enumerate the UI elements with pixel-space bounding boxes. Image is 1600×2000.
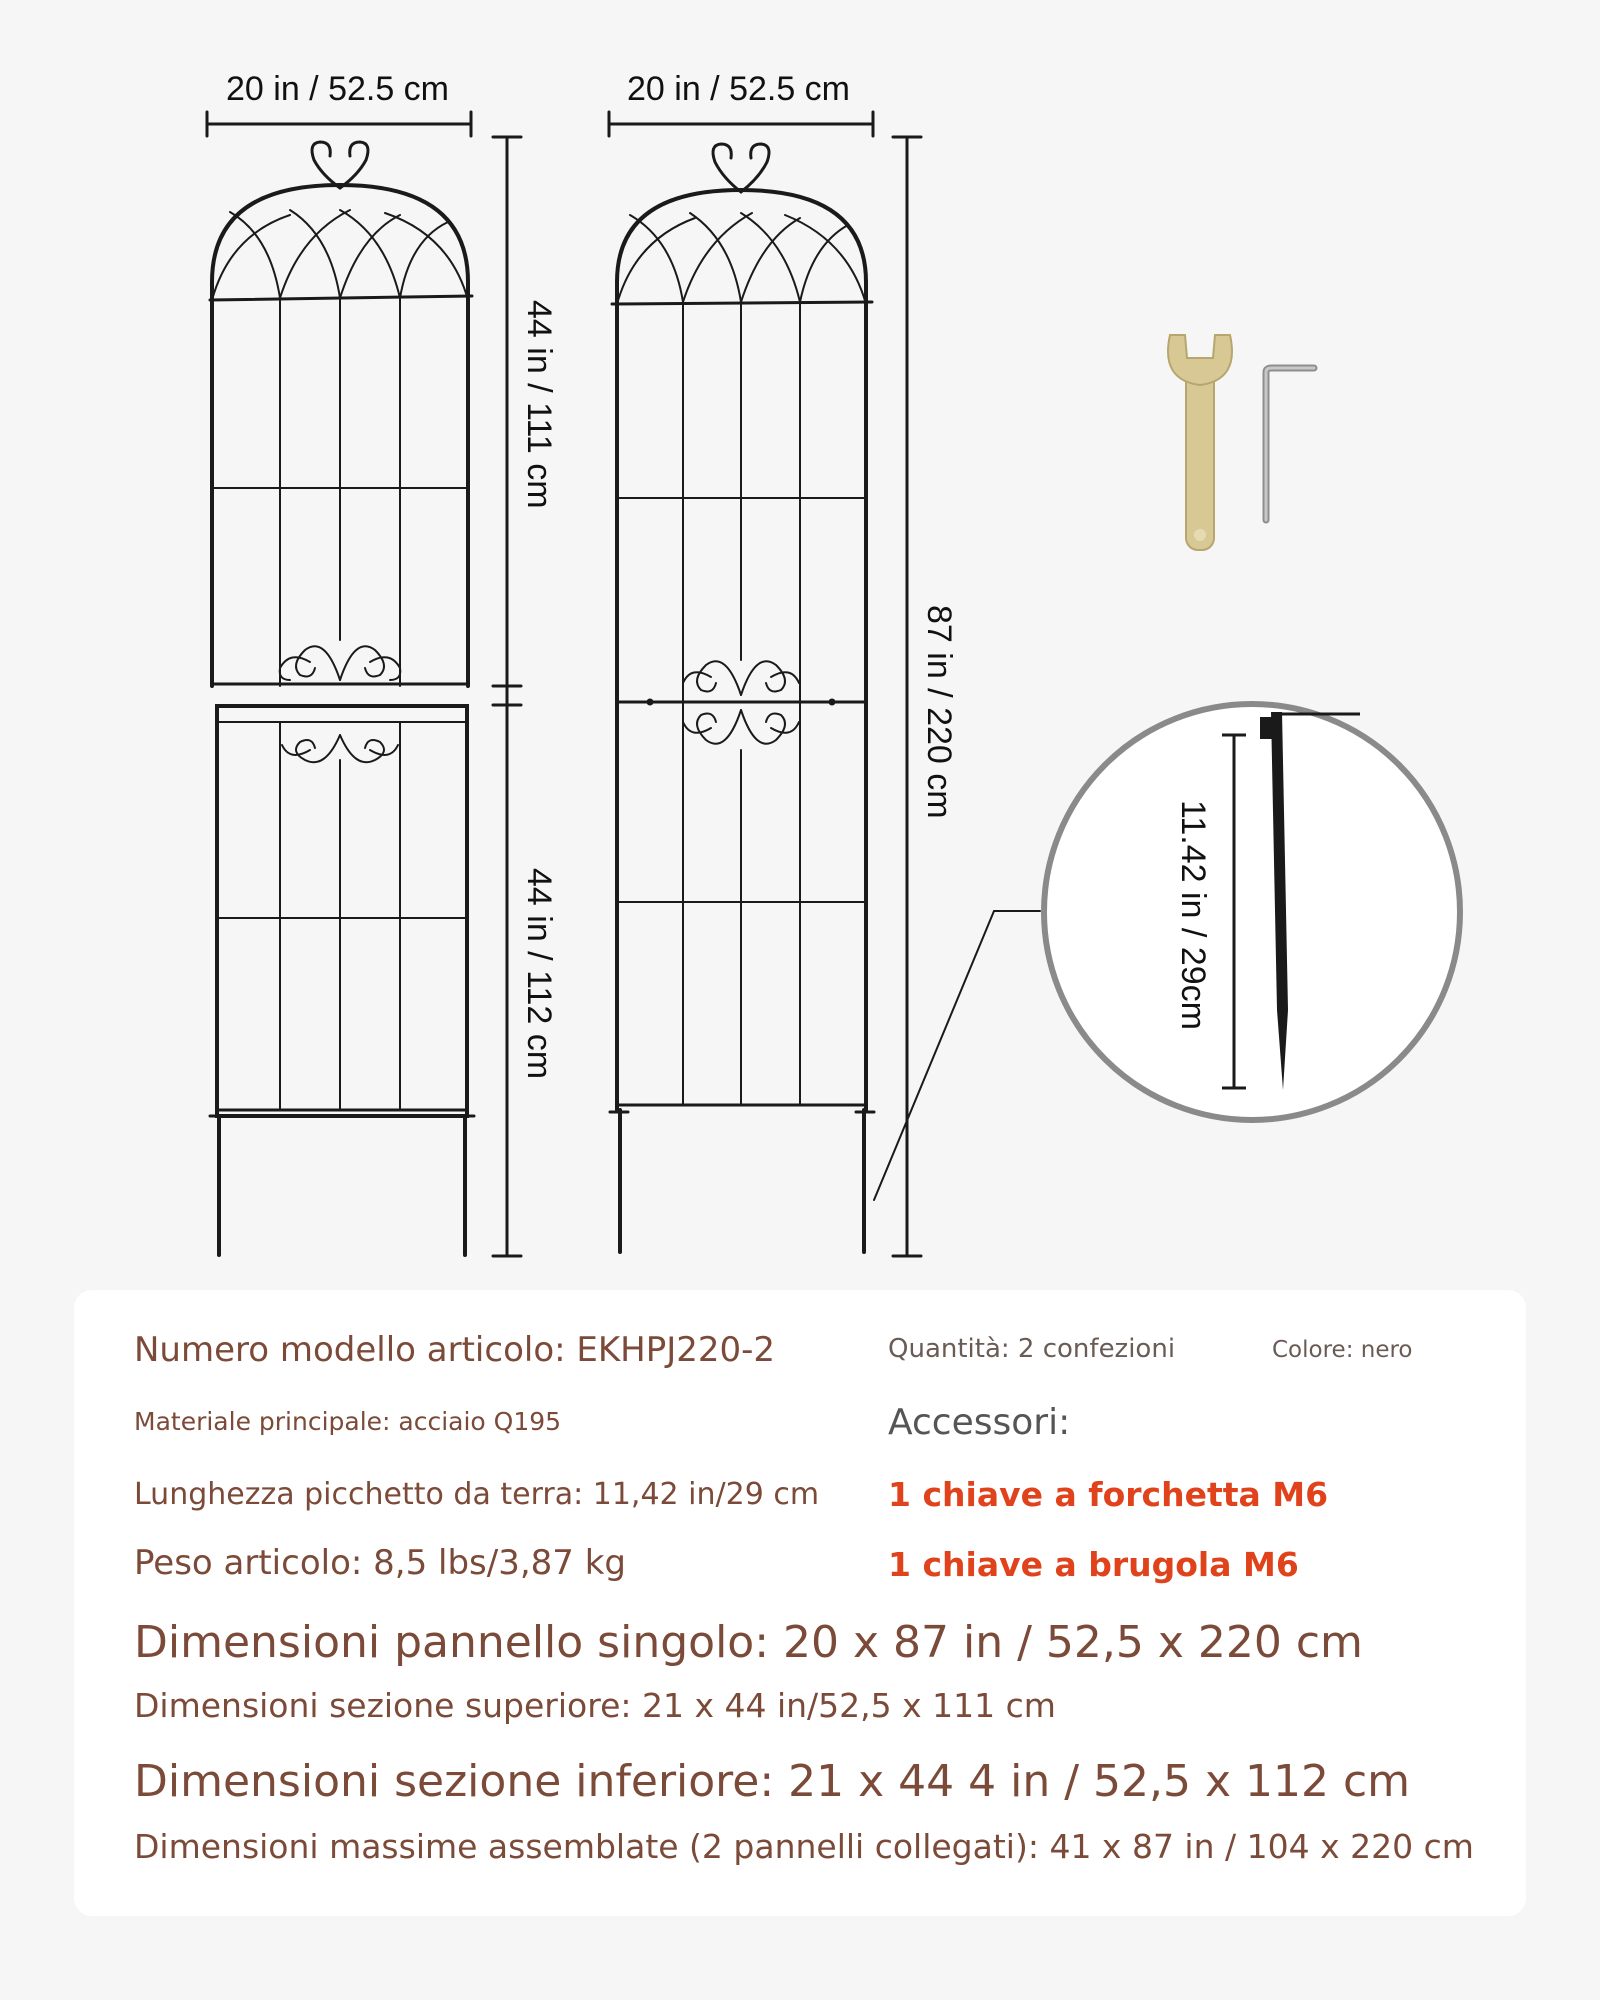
model-number: Numero modello articolo: EKHPJ220-2 — [134, 1330, 776, 1370]
stake-length: Lunghezza picchetto da terra: 11,42 in/29 cm — [134, 1477, 820, 1512]
tall-panel-width-label: 20 in / 52.5 cm — [627, 70, 851, 108]
accessory-item: 1 chiave a brugola M6 — [888, 1545, 1299, 1584]
upper-section-height-label: 44 in / 111 cm — [520, 300, 558, 509]
max-assembled-dimensions: Dimensioni massime assemblate (2 pannelli collegati): 41 x 87 in / 104 x 220 cm — [134, 1827, 1474, 1866]
single-panel-dimensions: Dimensioni pannello singolo: 20 x 87 in / 52,5 x 220 cm — [134, 1617, 1363, 1668]
material: Materiale principale: acciaio Q195 — [134, 1407, 562, 1436]
accessories-title: Accessori: — [888, 1402, 1071, 1443]
tall-panel-height-label: 87 in / 220 cm — [920, 605, 958, 819]
accessory-item: 1 chiave a forchetta M6 — [888, 1475, 1329, 1514]
hex-key-icon — [1266, 368, 1314, 520]
tall-panel — [609, 112, 874, 1252]
upper-section-dimensions: Dimensioni sezione superiore: 21 x 44 in/52,5 x 111 cm — [134, 1686, 1056, 1725]
short-panel-lower-section — [210, 706, 474, 1255]
short-panel-width-label: 20 in / 52.5 cm — [226, 70, 450, 108]
stake-length-label: 11.42 in / 29cm — [1174, 800, 1212, 1030]
tall-panel-height-dimension — [893, 137, 921, 1256]
wrench-icon — [1168, 335, 1232, 550]
lower-section-dimensions: Dimensioni sezione inferiore: 21 x 44 4 in / 52,5 x 112 cm — [134, 1756, 1411, 1807]
lower-section-height-label: 44 in / 112 cm — [520, 868, 558, 1080]
stake-detail-callout — [1044, 704, 1460, 1120]
quantity: Quantità: 2 confezioni — [888, 1334, 1176, 1364]
short-panel-upper-section — [207, 112, 472, 686]
weight: Peso articolo: 8,5 lbs/3,87 kg — [134, 1543, 626, 1583]
short-panel-height-dimension — [493, 137, 521, 1256]
spec-card — [74, 1290, 1526, 1916]
color: Colore: nero — [1272, 1337, 1413, 1363]
